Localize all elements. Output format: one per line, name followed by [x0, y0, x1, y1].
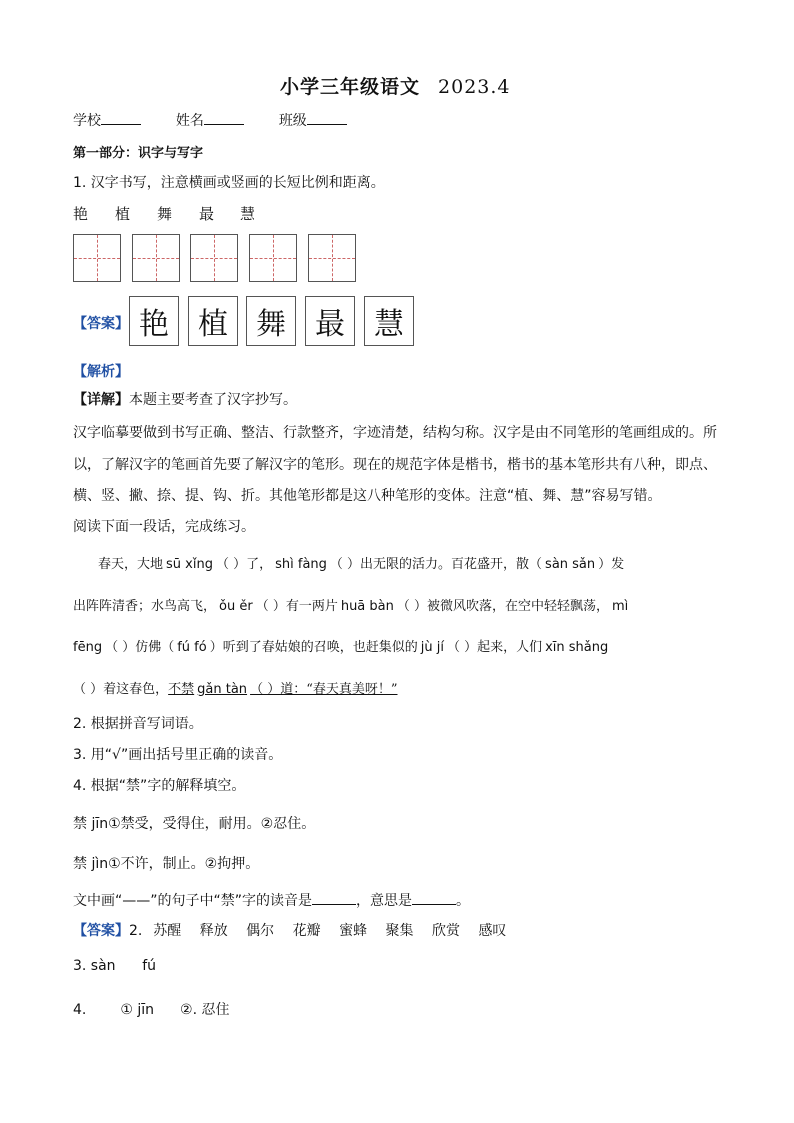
answer-word: 偶尔 [246, 923, 275, 939]
school-blank[interactable] [101, 110, 141, 125]
writing-box-2[interactable] [132, 234, 180, 282]
writing-box-5[interactable] [308, 234, 356, 282]
explain-line-2: 以，了解汉字的笔画首先要了解汉字的笔形。现在的规范字体是楷书，楷书的基本笔形共有八种，即点、 [73, 457, 717, 473]
reading-intro: 阅读下面一段话，完成练习。 [73, 519, 255, 535]
answers-line-3: 3. sàn fú [73, 958, 157, 974]
answer-char-box-4: 最 [305, 296, 355, 346]
q2-prompt: 2. 根据拼音写词语。 [73, 716, 203, 732]
q4-prompt: 4. 根据“禁”字的解释填空。 [73, 778, 246, 794]
char-1: 艳 [73, 205, 89, 223]
passage-line-2: 出阵阵清香；水鸟高飞， ǒu ěr （ ）有一两片 huā bàn （ ）被微风吹落，在空中轻轻飘荡， mì [73, 599, 629, 614]
reading-blank[interactable] [312, 890, 356, 905]
passage-line-3: fēng （ ）仿佛（ fú fó ）听到了春姑娘的召唤，也赶集似的 jù jí （ ）起来，人们 xīn shǎng [73, 640, 609, 655]
explain-line-1: 汉字临摹要做到书写正确、整洁、行款整齐，字迹清楚，结构匀称。汉字是由不同笔形的笔画组成的。所 [73, 425, 717, 441]
info-line [73, 110, 347, 130]
answers-line-2: 【答案】2. 苏醒 释放 偶尔 花瓣 蜜蜂 聚集 欣赏 感叹 [73, 923, 507, 939]
answers-line-4: 4. ① jīn ②. 忍住 [73, 1002, 230, 1018]
title-text: 小学三年级语文 [280, 76, 421, 98]
answer-word: 花瓣 [292, 923, 321, 939]
answer-char-box-5: 慧 [364, 296, 414, 346]
answer-word: 欣赏 [431, 923, 460, 939]
answers-label: 【答案】 [73, 923, 129, 939]
school-label: 学校 [73, 113, 101, 129]
answer-word: 聚集 [385, 923, 414, 939]
explain-line-3: 横、竖、撇、捺、提、钩、折。其他笔形都是这八种笔形的变体。注意“植、舞、慧”容易写错。 [73, 488, 662, 504]
analysis-label: 【解析】 [73, 364, 129, 380]
page-title [280, 72, 511, 99]
answer-label: 【答案】 [73, 316, 129, 332]
detail-text: 本题主要考查了汉字抄写。 [129, 392, 297, 408]
answer-word: 感叹 [478, 923, 507, 939]
writing-box-1[interactable] [73, 234, 121, 282]
answer-word: 蜜蜂 [339, 923, 368, 939]
title-year: 2023.4 [438, 76, 511, 98]
writing-box-4[interactable] [249, 234, 297, 282]
answer-word: 苏醒 [153, 923, 182, 939]
name-label: 姓名 [175, 113, 204, 129]
class-blank[interactable] [307, 110, 347, 125]
underlined-sentence: 不禁 gǎn tàn （ ）道：“春天真美呀！” [168, 682, 398, 697]
passage-line-4: （ ）着这春色，不禁 gǎn tàn （ ）道：“春天真美呀！” [73, 682, 398, 697]
definition-1: 禁 jīn①禁受，受得住，耐用。②忍住。 [73, 816, 316, 832]
name-blank[interactable] [204, 110, 244, 125]
passage-line-1: 春天，大地 sū xǐng （ ）了， shì fàng （ ）出无限的活力。百花盛开，散（ sàn sǎn ）发 [98, 557, 625, 572]
class-label: 班级 [278, 113, 307, 129]
meaning-blank[interactable] [412, 890, 456, 905]
answer-word: 释放 [199, 923, 228, 939]
char-4: 最 [199, 205, 215, 223]
answer-char-box-1: 艳 [129, 296, 179, 346]
section-title: 第一部分：识字与写字 [73, 146, 204, 161]
definition-2: 禁 jìn①不许，制止。②拘押。 [73, 856, 260, 872]
char-2: 植 [115, 205, 131, 223]
fill-line: 文中画“——”的句子中“禁”字的读音是 ，意思是 。 [73, 890, 470, 910]
writing-box-3[interactable] [190, 234, 238, 282]
answer-char-box-2: 植 [188, 296, 238, 346]
answer-char-box-3: 舞 [246, 296, 296, 346]
q1-prompt: 1. 汉字书写，注意横画或竖画的长短比例和距离。 [73, 175, 385, 191]
q3-prompt: 3. 用“√”画出括号里正确的读音。 [73, 747, 283, 763]
char-5: 慧 [240, 205, 256, 223]
char-3: 舞 [157, 205, 173, 223]
detail-line [73, 389, 297, 409]
detail-label: 【详解】 [73, 392, 129, 408]
